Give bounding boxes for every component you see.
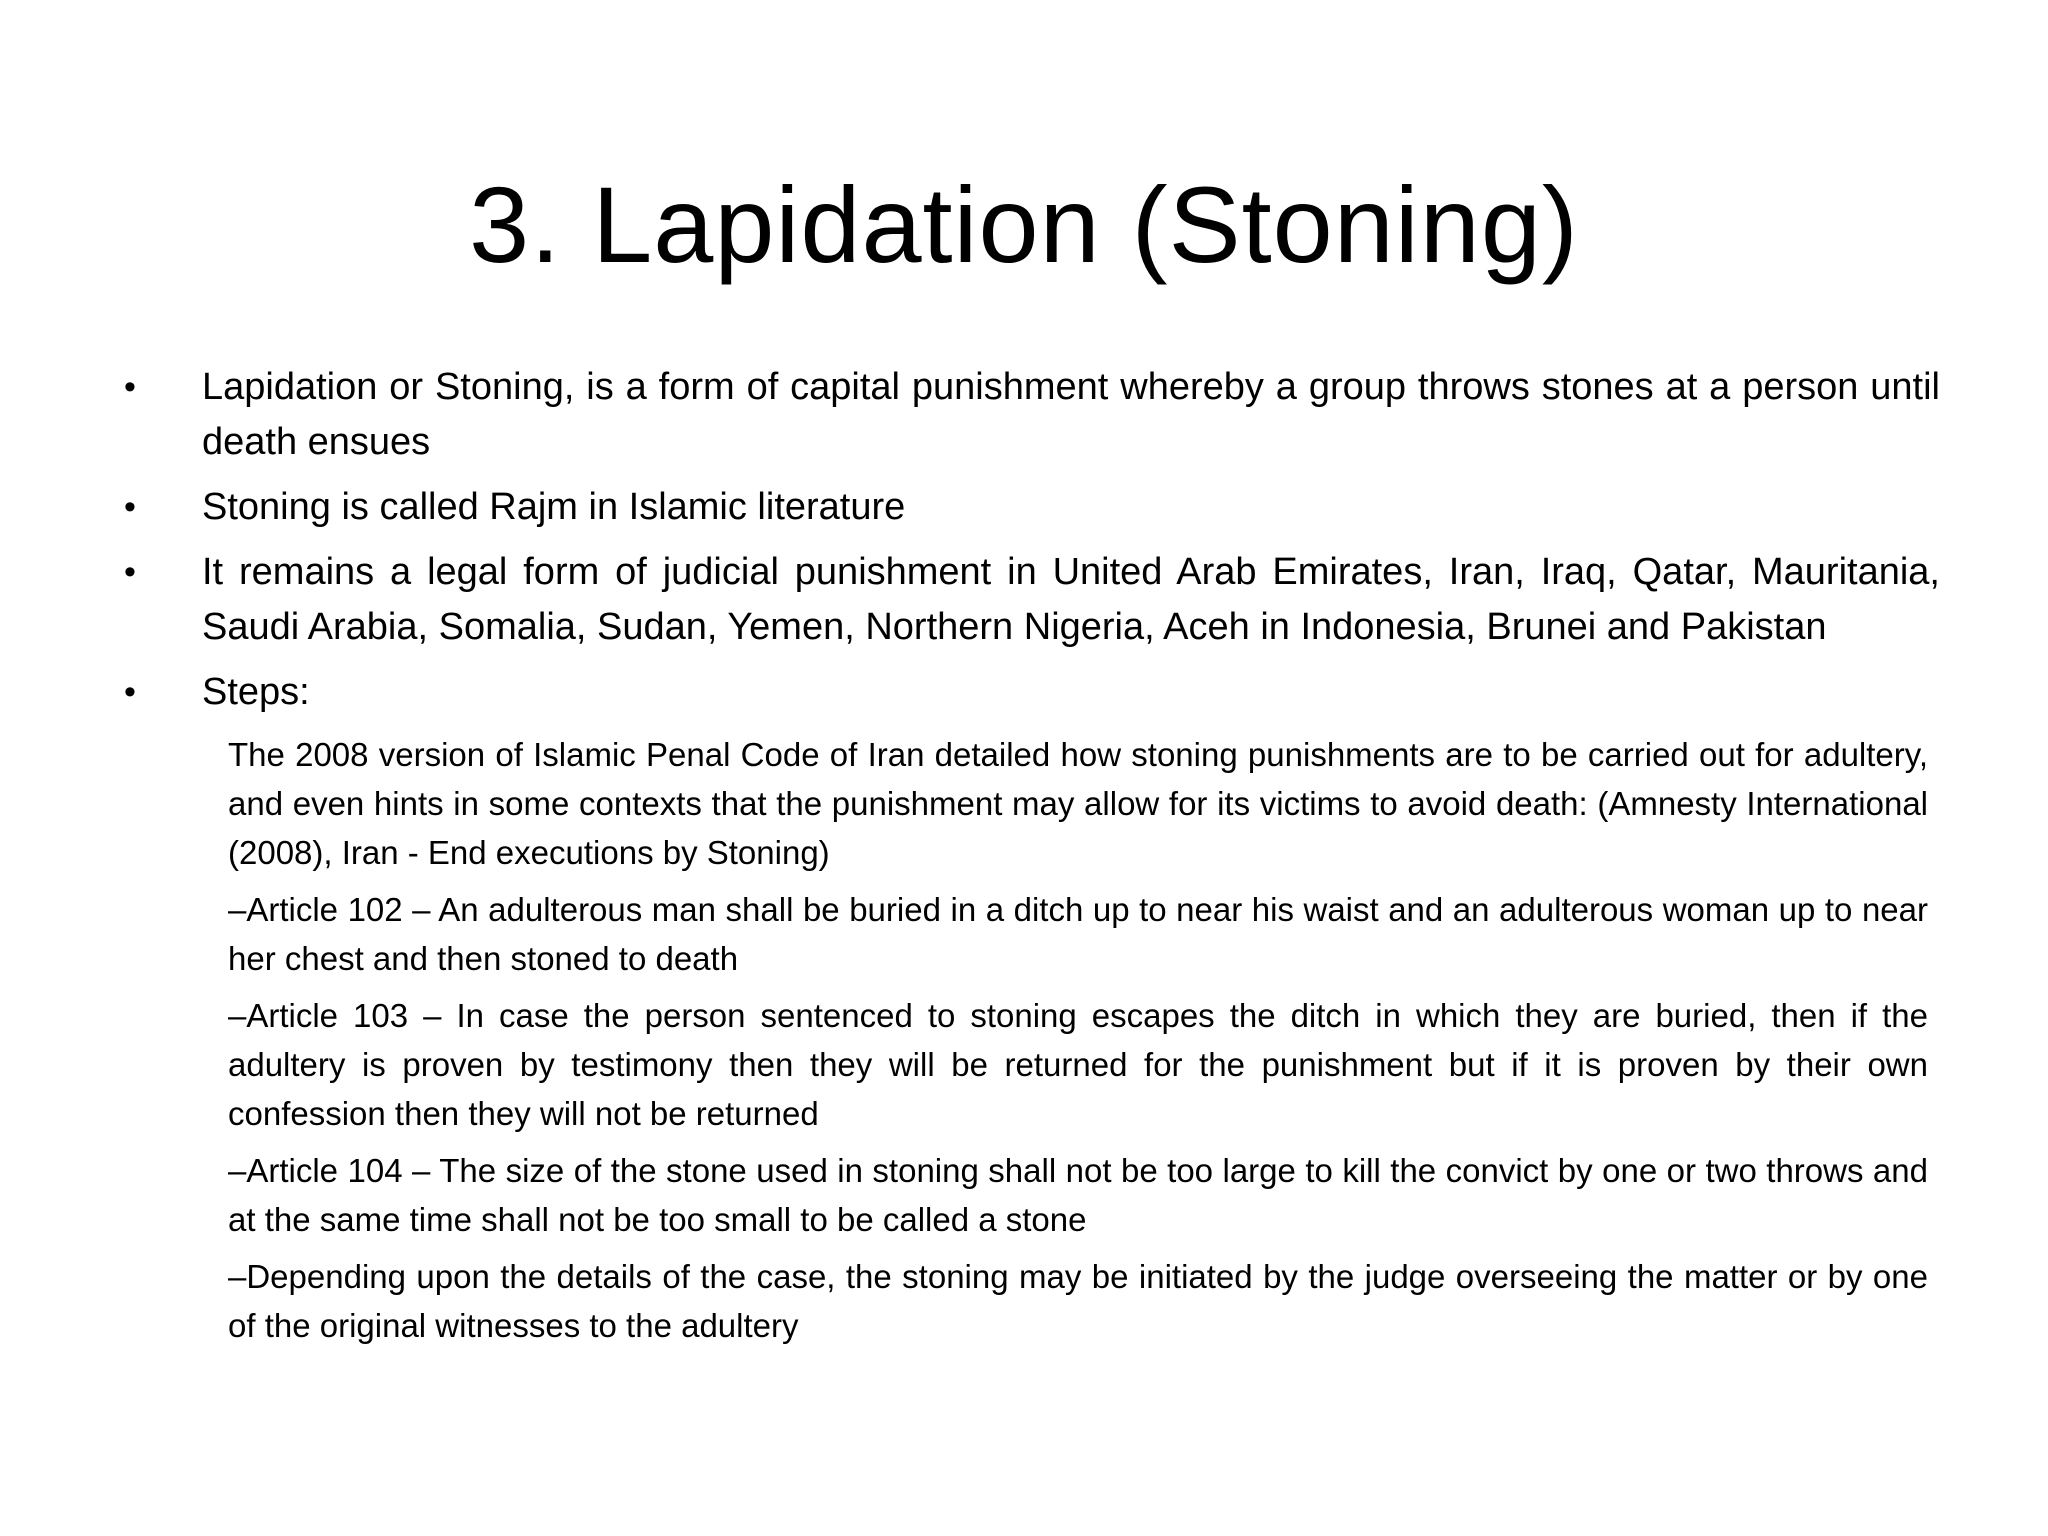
bullet-item <box>120 665 1940 720</box>
bullet-text: Lapidation or Stoning, is a form of capital punishment whereby a group throws stones at a person until death ensues <box>202 366 1940 463</box>
bullet-text: Steps: <box>202 671 310 713</box>
step-paragraph: –Article 103 – In case the person sentenced to stoning escapes the ditch in which they are buried, then if the adultery is proven by testimony then they will be returned for the punishment but if it is proven by their own confession then they will not be returned <box>228 997 1928 1132</box>
bullet-marker: • <box>124 673 136 711</box>
slide-content <box>120 360 1940 1358</box>
step-paragraph: –Article 102 – An adulterous man shall be buried in a ditch up to near his waist and an adulterous woman up to near her chest and then stoned to death <box>228 891 1928 977</box>
bullet-marker: • <box>124 553 136 591</box>
step-paragraph: –Depending upon the details of the case, the stoning may be initiated by the judge overseeing the matter or by one of the original witnesses to the adultery <box>228 1258 1928 1344</box>
steps-list <box>228 730 1928 1350</box>
bullet-marker: • <box>124 368 136 406</box>
bullet-item <box>120 545 1940 655</box>
step-paragraph: The 2008 version of Islamic Penal Code of Iran detailed how stoning punishments are to be carried out for adultery, and even hints in some contexts that the punishment may allow for its victims to avoid death: (Amnesty International (2008), Iran - End executions by Stoning) <box>228 736 1928 871</box>
bullet-text: Stoning is called Rajm in Islamic literature <box>202 486 906 528</box>
bullet-item <box>120 360 1940 470</box>
step-paragraph: –Article 104 – The size of the stone used in stoning shall not be too large to kill the convict by one or two throws and at the same time shall not be too small to be called a stone <box>228 1152 1928 1238</box>
bullet-item <box>120 480 1940 535</box>
slide-title: 3. Lapidation (Stoning) <box>469 164 1579 285</box>
bullet-marker: • <box>124 488 136 526</box>
bullet-text: It remains a legal form of judicial punishment in United Arab Emirates, Iran, Iraq, Qatar, Mauritania, Saudi Arabia, Somalia, Sudan, Yemen, Northern Nigeria, Aceh in Indonesia, Brunei and Pakistan <box>202 551 1940 648</box>
